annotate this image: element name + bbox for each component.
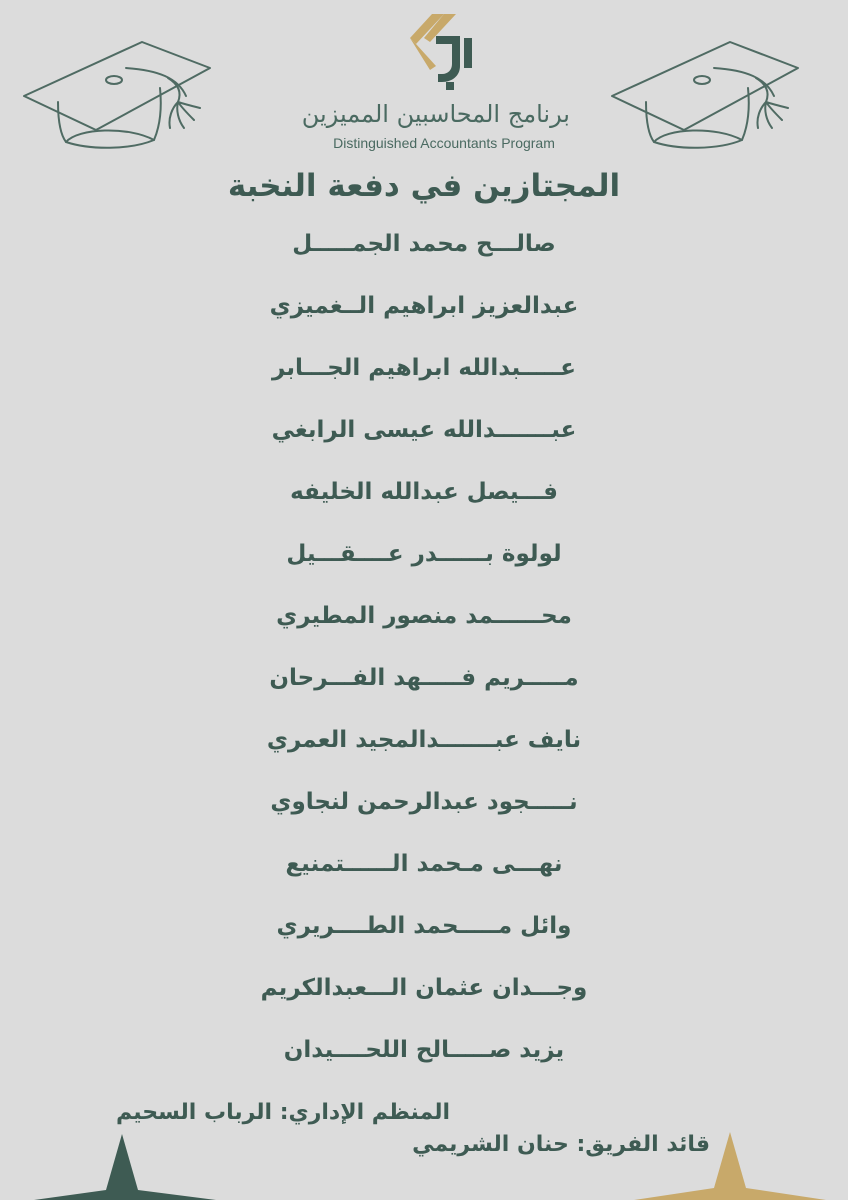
graduate-name: فـــيصل عبدالله الخليفه (290, 479, 558, 505)
gold-star-icon (630, 1130, 830, 1200)
graduate-name: وجـــدان عثمان الـــعبدالكريم (260, 975, 588, 1001)
team-leader: قائد الفريق: حنان الشريمي (412, 1132, 710, 1157)
graduate-name: يزيد صـــــالح اللحــــيدان (283, 1037, 565, 1063)
graduation-cap-icon-right (606, 38, 806, 150)
graduates-list (200, 226, 648, 1094)
graduate-name: عبـــــــدالله عيسى الرابغي (271, 417, 577, 443)
graduate-name: لولوة بــــــدر عــــقـــيل (286, 541, 562, 567)
graduate-name: عبدالعزيز ابراهيم الــغميزي (269, 293, 579, 319)
graduate-name: نايف عبـــــــدالمجيد العمري (266, 727, 582, 753)
program-name-arabic: برنامج المحاسبين المميزين (301, 100, 570, 128)
graduate-name: مـــــريم فـــــهد الفـــرحان (269, 665, 579, 691)
page-title: المجتازين في دفعة النخبة (227, 168, 621, 204)
graduate-name: نـــــجود عبدالرحمن لنجاوي (270, 789, 578, 815)
administrative-organizer: المنظم الإداري: الرباب السحيم (116, 1100, 450, 1125)
green-star-icon (26, 1130, 226, 1200)
graduate-name: عـــــبدالله ابراهيم الجـــابر (272, 355, 576, 381)
program-name-english: Distinguished Accountants Program (333, 135, 555, 151)
graduation-cap-icon-left (18, 38, 218, 150)
graduate-name: صالـــح محمد الجمـــــل (292, 231, 556, 257)
graduate-name: نهـــى مـحمد الــــــتمنيع (285, 851, 563, 877)
graduate-name: وائل مـــــحمد الطــــريري (276, 913, 572, 939)
graduate-name: محــــــمد منصور المطيري (276, 603, 572, 629)
program-logo-icon (402, 8, 488, 90)
